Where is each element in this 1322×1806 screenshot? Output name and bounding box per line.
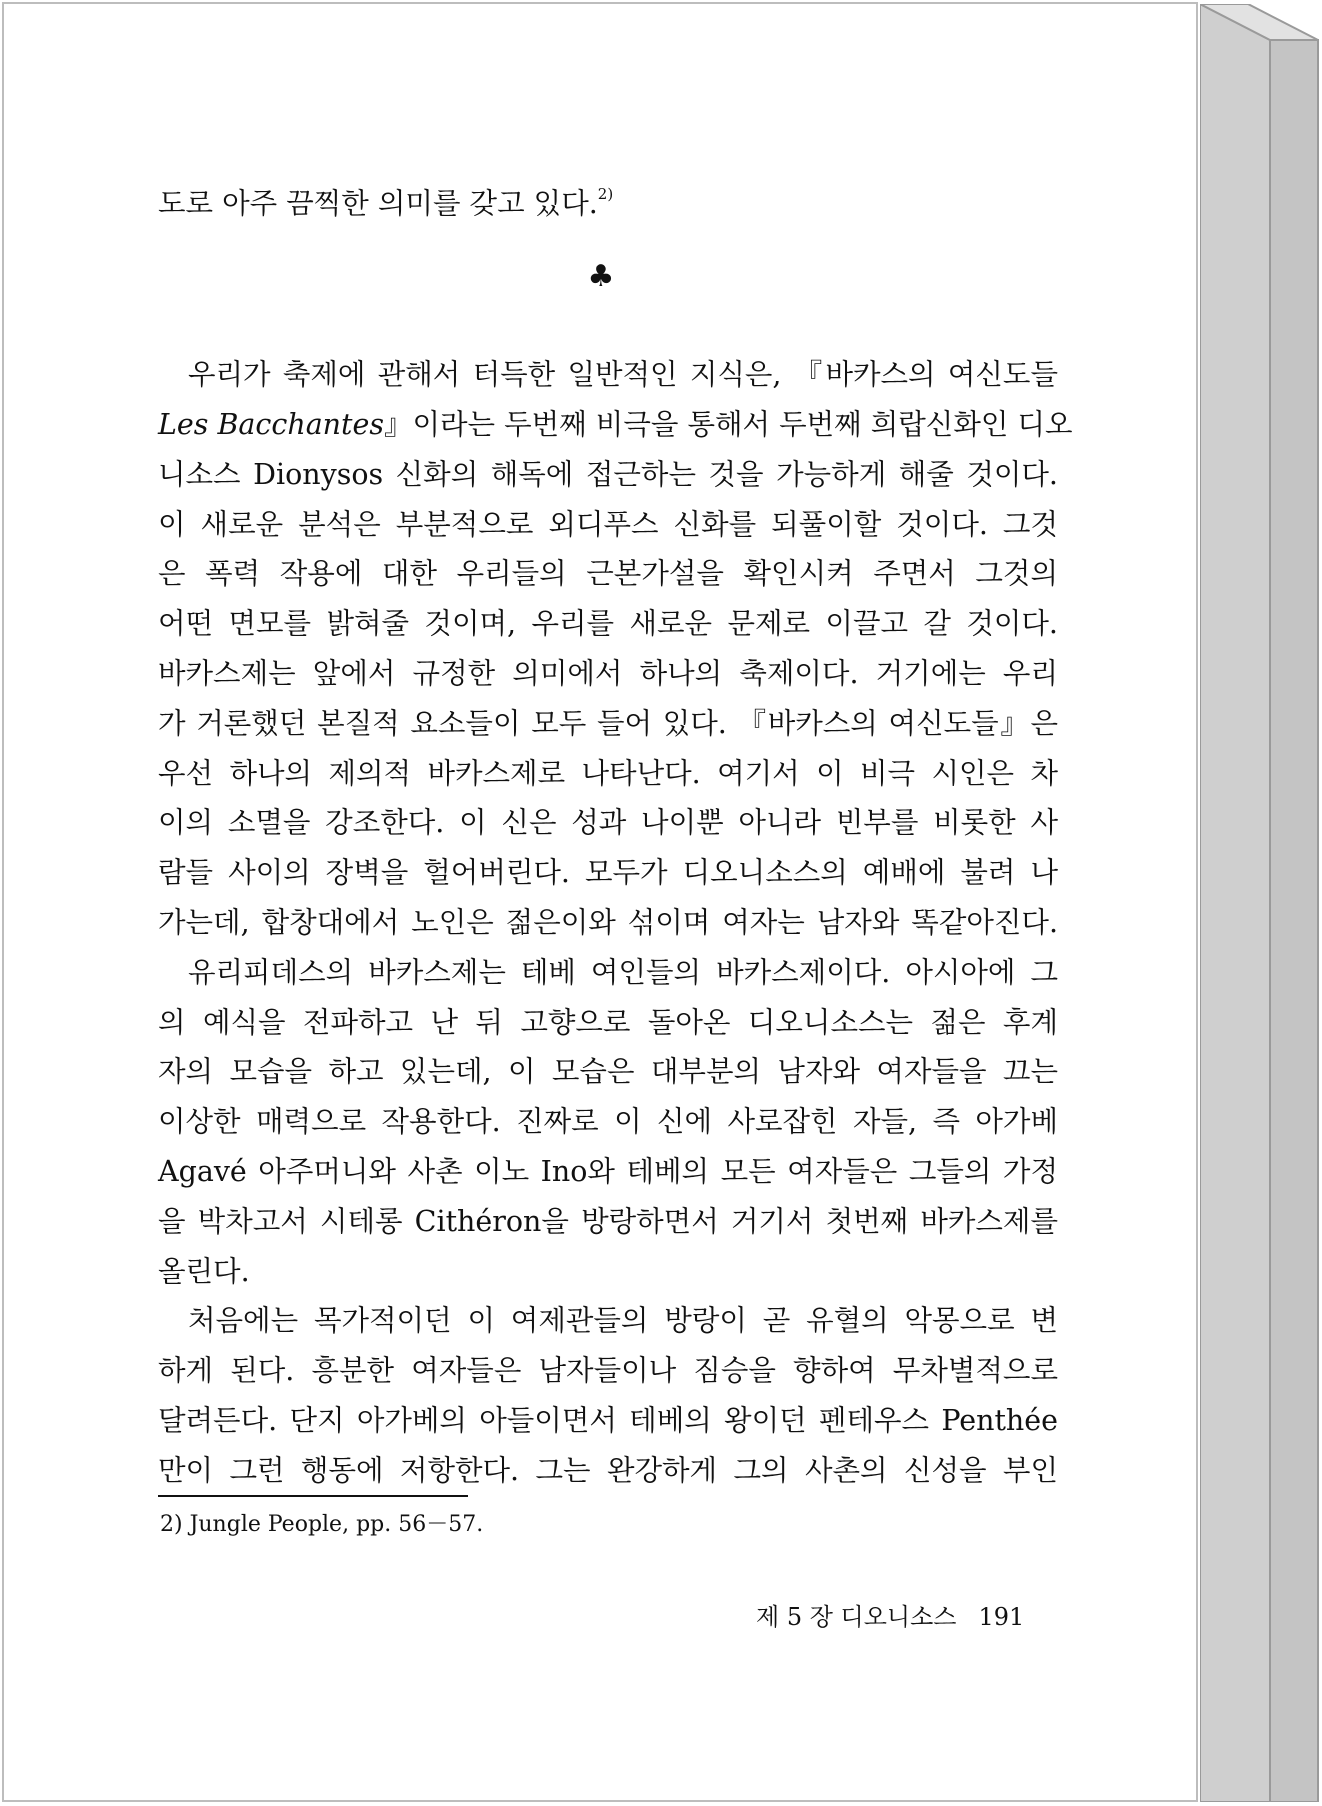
text-line-13: 가는데, 합창대에서 노인은 젊은이와 섞이며 여자는 남자와 똑같아진다. [158, 906, 1058, 939]
footnote-rule [158, 1495, 468, 1497]
text-line-15: 의 예식을 전파하고 난 뒤 고향으로 돌아온 디오니소스는 젊은 후계 [158, 1006, 1058, 1039]
text-line-17: 이상한 매력으로 작용한다. 진짜로 이 신에 사로잡힌 자들, 즉 아가베 [158, 1105, 1058, 1138]
text-line-19: 을 박차고서 시테롱 Cithéron을 방랑하면서 거기서 첫번째 바카스제를 [158, 1205, 1058, 1238]
text-line-9: 가 거론했던 본질적 요소들이 모두 들어 있다. 『바카스의 여신도들』은 [158, 707, 1058, 740]
text-line-2: 우리가 축제에 관해서 터득한 일반적인 지식은, 『바카스의 여신도들 [188, 358, 1058, 391]
text-line-20: 올린다. [158, 1255, 250, 1288]
text-line-23: 달려든다. 단지 아가베의 아들이면서 테베의 왕이던 펜테우스 Penthée [158, 1404, 1058, 1437]
club-ornament-icon: ♣ [587, 259, 615, 294]
text-line-16: 자의 모습을 하고 있는데, 이 모습은 대부분의 남자와 여자들을 끄는 [158, 1055, 1058, 1088]
text-line-24: 만이 그런 행동에 저항한다. 그는 완강하게 그의 사촌의 신성을 부인 [158, 1454, 1058, 1487]
text-line-18: Agavé 아주머니와 사촌 이노 Ino와 테베의 모든 여자들은 그들의 가정 [158, 1155, 1058, 1188]
footnote: 2) Jungle People, pp. 56－57. [160, 1512, 484, 1537]
running-footer [756, 1600, 1024, 1634]
text-line-5: 이 새로운 분석은 부분적으로 외디푸스 신화를 되풀이할 것이다. 그것 [158, 508, 1058, 541]
text-line-11: 이의 소멸을 강조한다. 이 신은 성과 나이뿐 아니라 빈부를 비롯한 사 [158, 806, 1058, 839]
text-line-7: 어떤 면모를 밝혀줄 것이며, 우리를 새로운 문제로 이끌고 갈 것이다. [158, 607, 1058, 640]
text-line-4: 니소스 Dionysos 신화의 해독에 접근하는 것을 가능하게 해줄 것이다. [158, 458, 1058, 491]
text-line-12: 람들 사이의 장벽을 헐어버린다. 모두가 디오니소스의 예배에 불려 나 [158, 856, 1058, 889]
text-line-14: 유리피데스의 바카스제는 테베 여인들의 바카스제이다. 아시아에 그 [188, 956, 1058, 989]
text-line-1: 도로 아주 끔찍한 의미를 갖고 있다.$^{2)}$ [158, 185, 614, 220]
text-line-6: 은 폭력 작용에 대한 우리들의 근본가설을 확인시켜 주면서 그것의 [158, 557, 1058, 590]
text-line-21: 처음에는 목가적이던 이 여제관들의 방랑이 곧 유혈의 악몽으로 변 [188, 1304, 1058, 1337]
page-stack-edge [1200, 4, 1320, 1802]
page-number: 191 [978, 1603, 1025, 1631]
text-line-8: 바카스제는 앞에서 규정한 의미에서 하나의 축제이다. 거기에는 우리 [158, 657, 1058, 690]
text-line-10: 우선 하나의 제의적 바카스제로 나타난다. 여기서 이 비극 시인은 차 [158, 757, 1058, 790]
chapter-title: 제 5 장 디오니소스 [756, 1603, 957, 1631]
text-line-22: 하게 된다. 흥분한 여자들은 남자들이나 짐승을 향하여 무차별적으로 [158, 1354, 1058, 1387]
text-line-3: Les Bacchantes』이라는 두번째 비극을 통해서 두번째 희랍신화인 디오 [158, 408, 1073, 441]
